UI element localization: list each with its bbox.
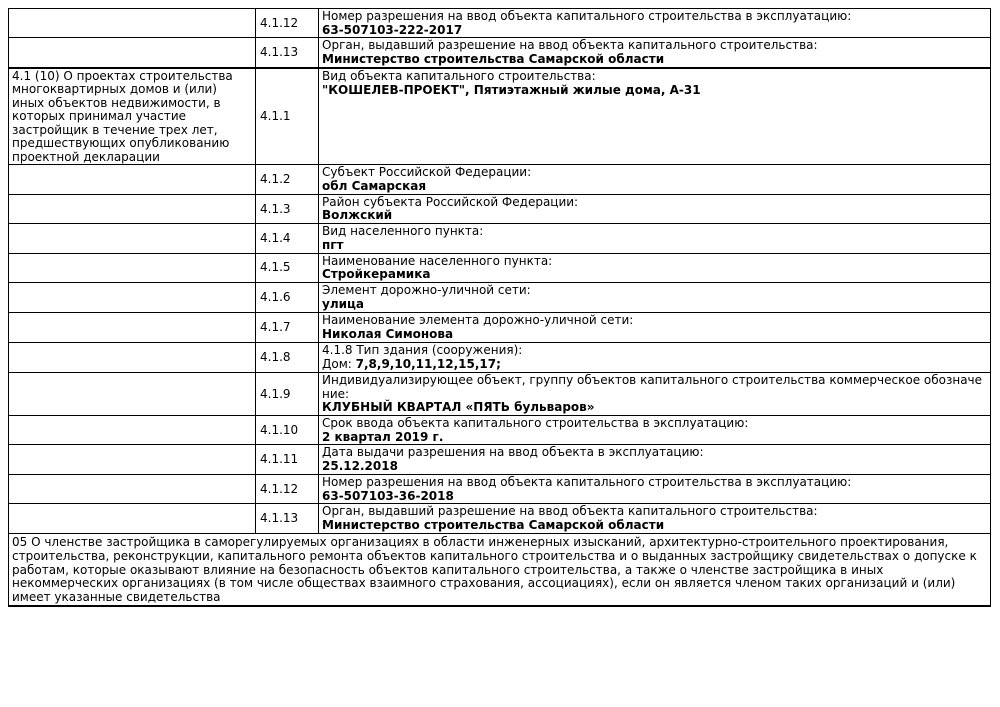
field-label: Вид объекта капитального строительства: [322, 68, 596, 83]
row-content-cell [319, 312, 991, 342]
field-value: Министерство строительства Самарской области [322, 517, 665, 532]
field-label: 4.1.8 Тип здания (сооружения): [322, 342, 523, 357]
field-label: Элемент дорожно-уличной сети: [322, 282, 531, 297]
section-label-cell-empty [9, 342, 256, 372]
field-value: пгт [322, 237, 344, 252]
field-label: Срок ввода объекта капитального строительства в эксплуатацию: [322, 416, 749, 431]
table-row-footer-section [9, 534, 991, 606]
field-value: 7,8,9,10,11,12,15,17; [355, 356, 501, 371]
field-label: Орган, выдавший разрешение на ввод объекта капитального строительства: [322, 38, 818, 53]
field-value: КЛУБНЫЙ КВАРТАЛ «ПЯТЬ бульваров» [322, 400, 595, 415]
table-row [9, 9, 991, 38]
field-value-line [322, 358, 987, 372]
row-number-cell [256, 445, 319, 474]
section-label: 4.1 (10) О проектах строительства многоквартирных домов и (или) иных объектов недвижимости, в которых принимал участие застройщик в течение трех лет, предшествующих опубликованию проектной декларации [12, 68, 233, 164]
row-number-cell [256, 9, 319, 38]
field-value: обл Самарская [322, 179, 427, 194]
field-value: 2 квартал 2019 г. [322, 429, 444, 444]
row-content-cell [319, 445, 991, 474]
section-label-cell [9, 68, 256, 165]
row-number-cell [256, 342, 319, 372]
section-label-cell-empty [9, 282, 256, 312]
section-label-cell-empty [9, 194, 256, 223]
section-label-cell-empty [9, 9, 256, 38]
row-number-cell [256, 282, 319, 312]
row-content-cell [319, 342, 991, 372]
table-row [9, 38, 991, 68]
field-label: Наименование населенного пункта: [322, 253, 553, 268]
field-label: Наименование элемента дорожно-уличной сети: [322, 312, 634, 327]
table-row [9, 68, 991, 165]
row-number-cell [256, 504, 319, 534]
section-label-cell-empty [9, 504, 256, 534]
field-label: Дата выдачи разрешения на ввод объекта в эксплуатацию: [322, 445, 704, 460]
row-number: 4.1.7 [260, 320, 291, 335]
row-number-cell [256, 224, 319, 253]
field-value: 63-507103-222-2017 [322, 22, 463, 37]
section-label-cell-empty [9, 445, 256, 474]
row-content-cell [319, 416, 991, 445]
row-number-cell [256, 416, 319, 445]
row-number-cell [256, 38, 319, 68]
field-label: Вид населенного пункта: [322, 224, 484, 239]
row-number-cell [256, 372, 319, 415]
table-row [9, 312, 991, 342]
field-value: Стройкерамика [322, 267, 431, 282]
table-row [9, 474, 991, 503]
declaration-document [8, 8, 990, 607]
table-row [9, 445, 991, 474]
field-value: 63-507103-36-2018 [322, 488, 454, 503]
field-label: Номер разрешения на ввод объекта капитального строительства в эксплуатацию: [322, 9, 852, 23]
field-label: Субъект Российской Федерации: [322, 165, 532, 180]
row-number-cell [256, 312, 319, 342]
field-label: Номер разрешения на ввод объекта капитального строительства в эксплуатацию: [322, 474, 852, 489]
row-number: 4.1.6 [260, 290, 291, 305]
row-number: 4.1.1 [260, 109, 291, 124]
row-content-cell [319, 282, 991, 312]
declaration-table [8, 8, 991, 607]
row-content-cell [319, 253, 991, 282]
row-number: 4.1.3 [260, 201, 291, 216]
row-number: 4.1.13 [260, 511, 299, 526]
row-content-cell [319, 372, 991, 415]
row-number-cell [256, 253, 319, 282]
row-number: 4.1.8 [260, 350, 291, 365]
row-number: 4.1.5 [260, 260, 291, 275]
section-label-cell-empty [9, 165, 256, 194]
table-row [9, 224, 991, 253]
section-label-cell-empty [9, 474, 256, 503]
table-row [9, 416, 991, 445]
section-label-cell-empty [9, 416, 256, 445]
row-number: 4.1.4 [260, 230, 291, 245]
field-value: улица [322, 296, 365, 311]
row-number-cell [256, 68, 319, 165]
row-content-cell [319, 68, 991, 165]
row-number: 4.1.2 [260, 172, 291, 187]
section-label-cell-empty [9, 372, 256, 415]
table-row [9, 372, 991, 415]
field-label: Индивидуализирующее объект, группу объектов капитального строительства коммерческое обозначение: [322, 372, 983, 401]
field-value-prefix: Дом: [322, 356, 356, 371]
row-content-cell [319, 9, 991, 38]
section-label-cell-empty [9, 38, 256, 68]
row-content-cell [319, 504, 991, 534]
row-number: 4.1.13 [260, 45, 299, 60]
row-number: 4.1.12 [260, 15, 299, 30]
section-label-cell-empty [9, 312, 256, 342]
row-content-cell [319, 194, 991, 223]
row-number: 4.1.10 [260, 422, 299, 437]
footer-section-cell [9, 534, 991, 606]
table-row [9, 165, 991, 194]
section-label-cell-empty [9, 224, 256, 253]
field-value: Николая Симонова [322, 326, 454, 341]
footer-section-text: 05 О членстве застройщика в саморегулируемых организациях в области инженерных изысканий, архитектурно-строительного проектирования, строительства, реконструкции, капитального ремонта объектов капитального строительства и о выданных застройщику свидетельствах о допуске к работам, которые оказывают влияние на безопасность объектов капитального строительства, а также о членстве застройщика в иных некоммерческих организациях (в том числе обществах взаимного страхования, ассоциациях), если он является членом таких организаций и (или) имеет указанные свидетельства [12, 535, 977, 605]
field-label: Район субъекта Российской Федерации: [322, 194, 579, 209]
field-label: Орган, выдавший разрешение на ввод объекта капитального строительства: [322, 504, 818, 519]
row-content-cell [319, 165, 991, 194]
row-content-cell [319, 38, 991, 68]
row-content-cell [319, 224, 991, 253]
section-label-cell-empty [9, 253, 256, 282]
row-number: 4.1.11 [260, 452, 299, 467]
field-value: "КОШЕЛЕВ-ПРОЕКТ", Пятиэтажный жилые дома, А-31 [322, 82, 701, 97]
row-content-cell [319, 474, 991, 503]
row-number: 4.1.12 [260, 481, 299, 496]
table-row [9, 282, 991, 312]
table-row [9, 194, 991, 223]
field-value: Министерство строительства Самарской области [322, 52, 665, 67]
table-row [9, 253, 991, 282]
row-number-cell [256, 474, 319, 503]
table-row [9, 504, 991, 534]
table-row [9, 342, 991, 372]
row-number-cell [256, 194, 319, 223]
row-number-cell [256, 165, 319, 194]
field-value: Волжский [322, 208, 393, 223]
row-number: 4.1.9 [260, 386, 291, 401]
field-value: 25.12.2018 [322, 459, 398, 474]
